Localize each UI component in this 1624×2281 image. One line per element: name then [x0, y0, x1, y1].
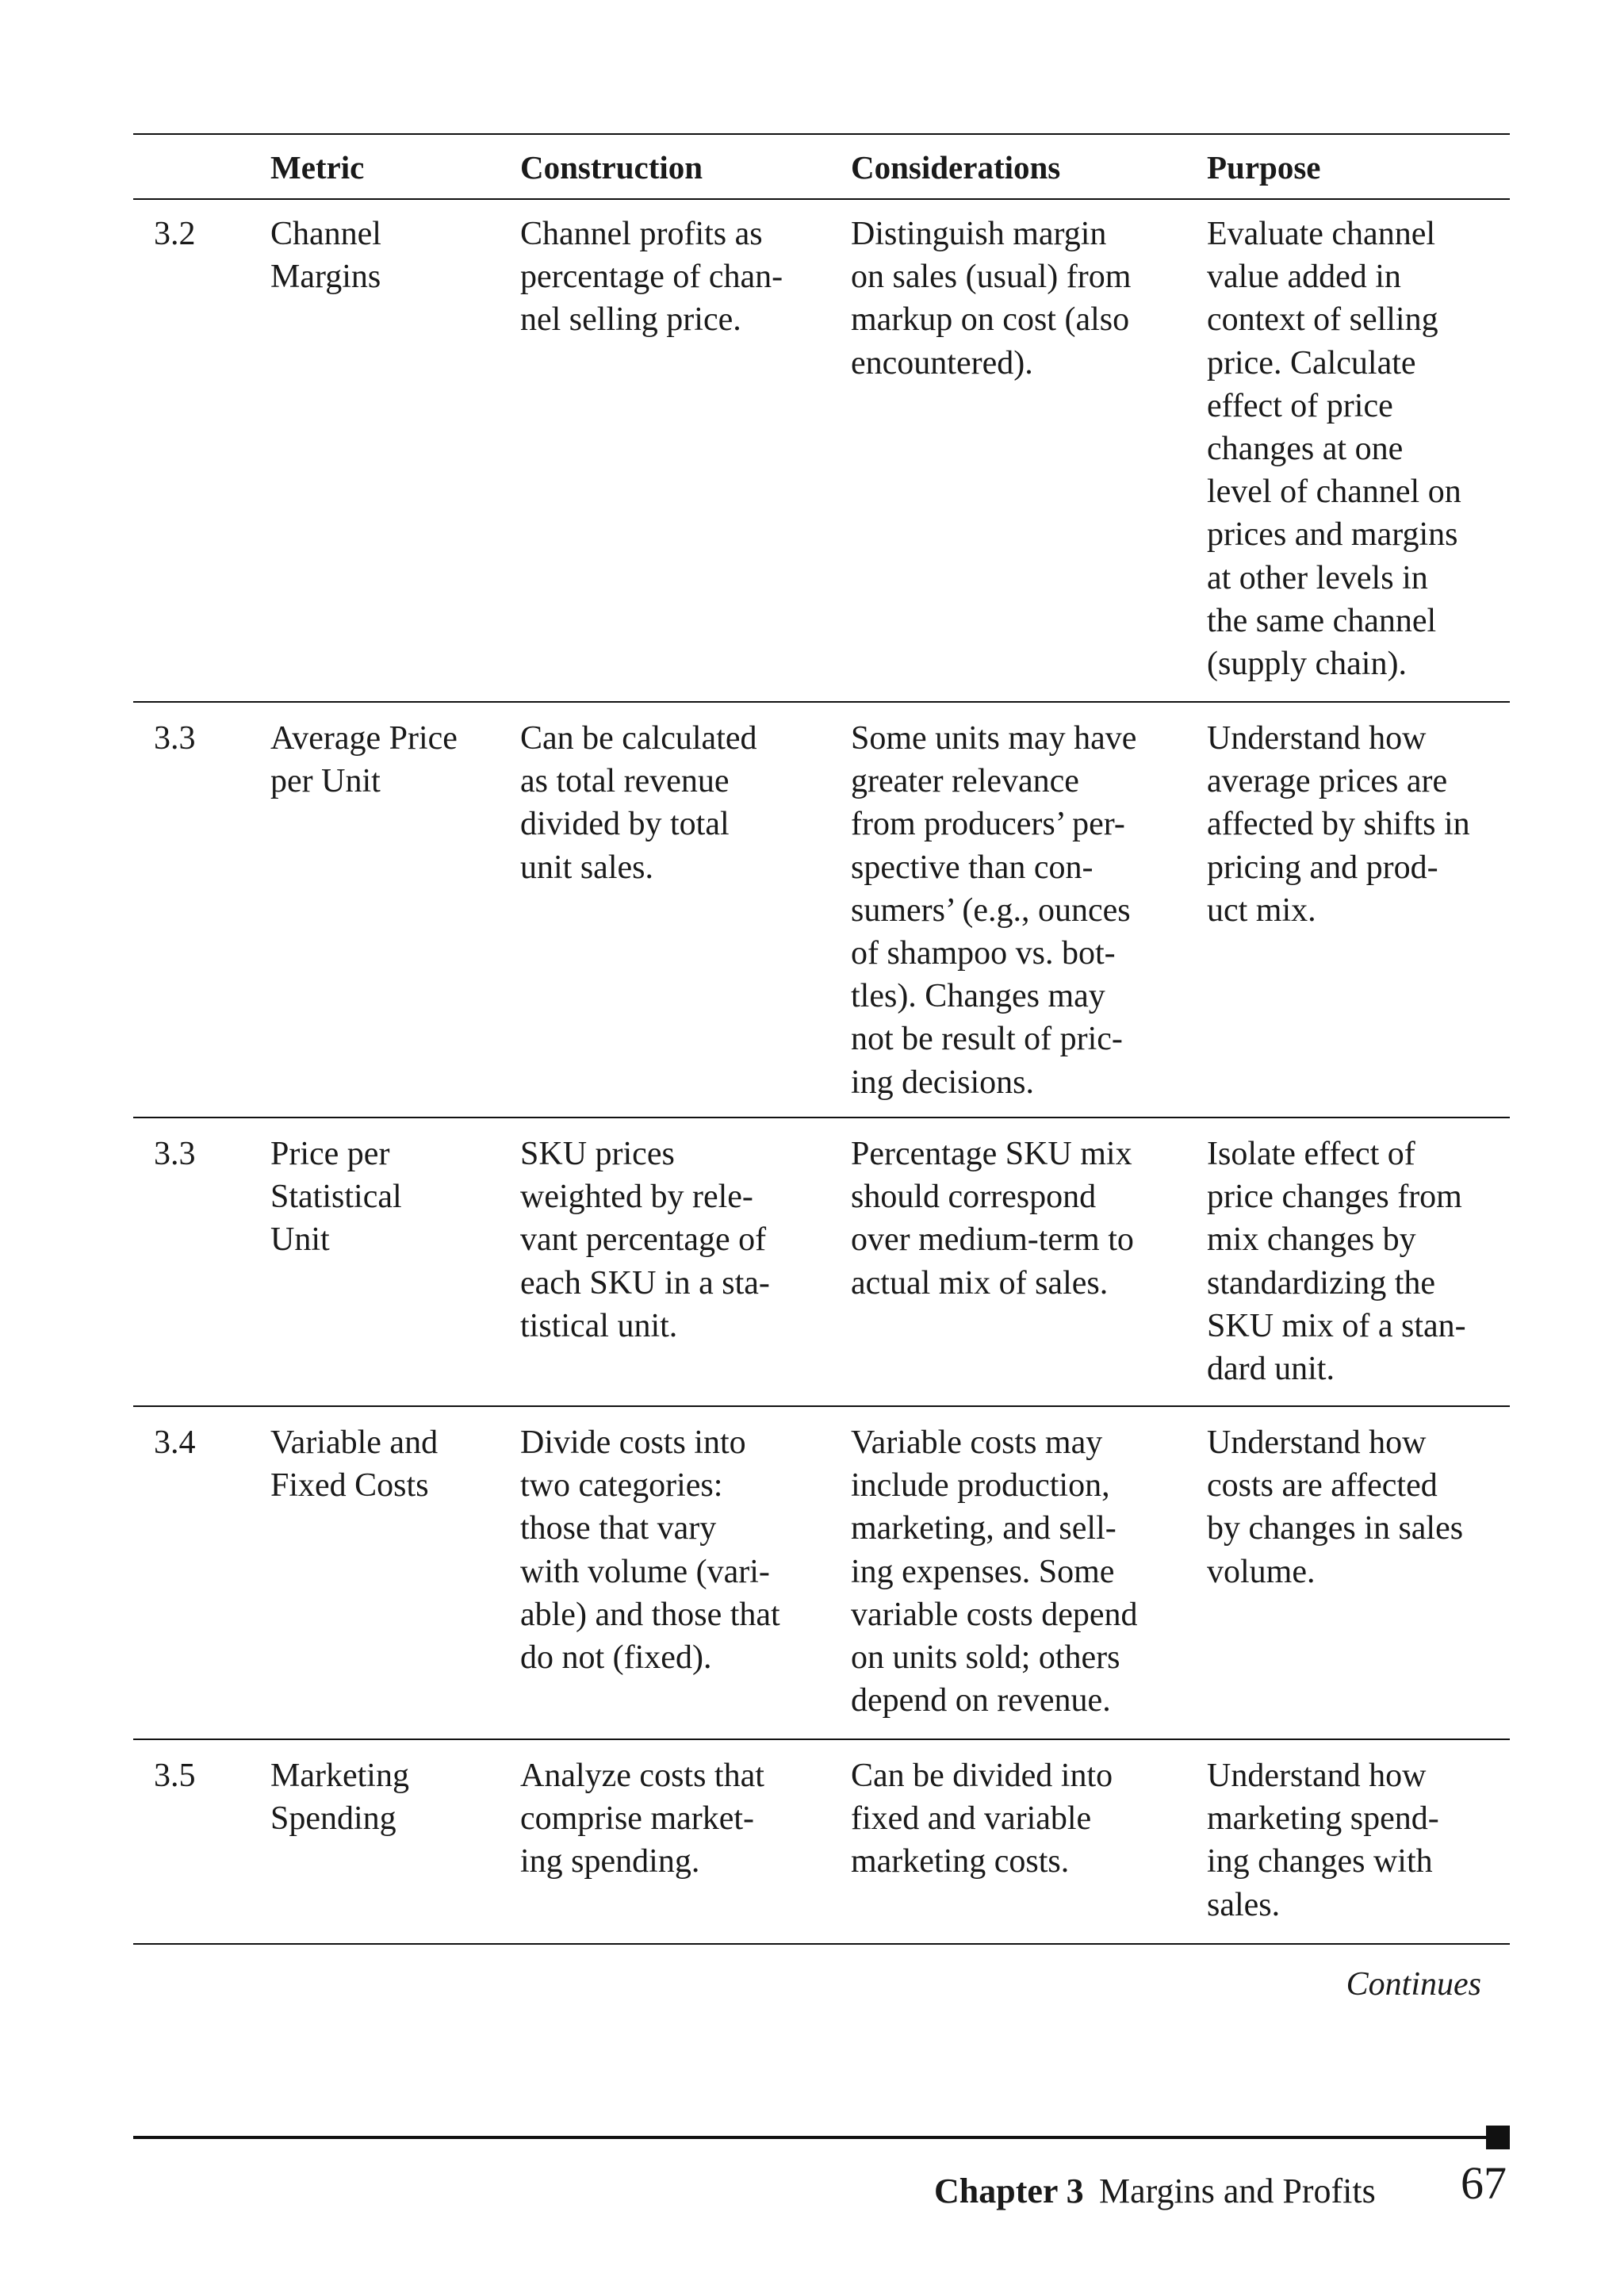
row-metric: Average Price per Unit [270, 720, 458, 800]
row-purpose: Isolate effect of price changes from mix changes by standardizing the SKU mix of a stan- dard unit. [1207, 1136, 1466, 1388]
row-purpose: Understand how average prices are affected by shifts in pricing and prod- uct mix. [1207, 720, 1470, 929]
row-divider [133, 1405, 1510, 1407]
row-number: 3.3 [154, 1136, 196, 1172]
row-metric: Price per Statistical Unit [270, 1136, 402, 1259]
row-purpose: Understand how marketing spend- ing changes with sales. [1207, 1758, 1439, 1923]
row-number: 3.3 [154, 720, 196, 757]
row-considerations: Distinguish margin on sales (usual) from markup on cost (also encountered). [851, 216, 1132, 381]
table-header-rule [133, 198, 1510, 200]
chapter-label: Chapter 3 [934, 2172, 1084, 2210]
table-bottom-rule [133, 1943, 1510, 1945]
footer-rule [133, 2136, 1494, 2139]
row-considerations: Variable costs may include production, marketing, and sell- ing expenses. Some variable costs depend on units sold; others depend on revenue. [851, 1424, 1138, 1719]
header-considerations: Considerations [851, 149, 1061, 186]
row-divider [133, 1739, 1510, 1740]
row-number: 3.2 [154, 216, 196, 252]
row-considerations: Some units may have greater relevance from producers’ per- spective than con- sumers’ (e.g., ounces of shampoo vs. bot- tles). Changes may not be result of pric- ing decisions. [851, 720, 1137, 1101]
row-construction: Channel profits as percentage of chan- nel selling price. [520, 216, 783, 339]
row-considerations: Percentage SKU mix should correspond over medium-term to actual mix of sales. [851, 1136, 1134, 1302]
page-number: 67 [1461, 2157, 1507, 2209]
row-divider [133, 1117, 1510, 1118]
row-number: 3.5 [154, 1758, 196, 1794]
header-metric: Metric [270, 149, 365, 186]
header-purpose: Purpose [1207, 149, 1321, 186]
row-construction: Analyze costs that comprise market- ing spending. [520, 1758, 764, 1880]
row-divider [133, 701, 1510, 703]
footer-square-marker [1486, 2126, 1510, 2149]
row-considerations: Can be divided into fixed and variable marketing costs. [851, 1758, 1113, 1880]
row-construction: SKU prices weighted by rele- vant percentage of each SKU in a sta- tistical unit. [520, 1136, 770, 1344]
row-construction: Divide costs into two categories: those that vary with volume (vari- able) and those that do not (fixed). [520, 1424, 780, 1677]
row-construction: Can be calculated as total revenue divided by total unit sales. [520, 720, 757, 886]
table-top-rule [133, 133, 1510, 135]
row-purpose: Understand how costs are affected by changes in sales volume. [1207, 1424, 1464, 1590]
row-purpose: Evaluate channel value added in context of selling price. Calculate effect of price changes at one level of channel on prices and margins at other levels in the same channel (supply chain). [1207, 216, 1461, 683]
header-construction: Construction [520, 149, 703, 186]
row-number: 3.4 [154, 1424, 196, 1461]
chapter-title: Margins and Profits [1099, 2172, 1376, 2210]
row-metric: Channel Margins [270, 216, 381, 296]
continues-note: Continues [1346, 1966, 1481, 2003]
row-metric: Variable and Fixed Costs [270, 1424, 439, 1505]
row-metric: Marketing Spending [270, 1758, 409, 1838]
